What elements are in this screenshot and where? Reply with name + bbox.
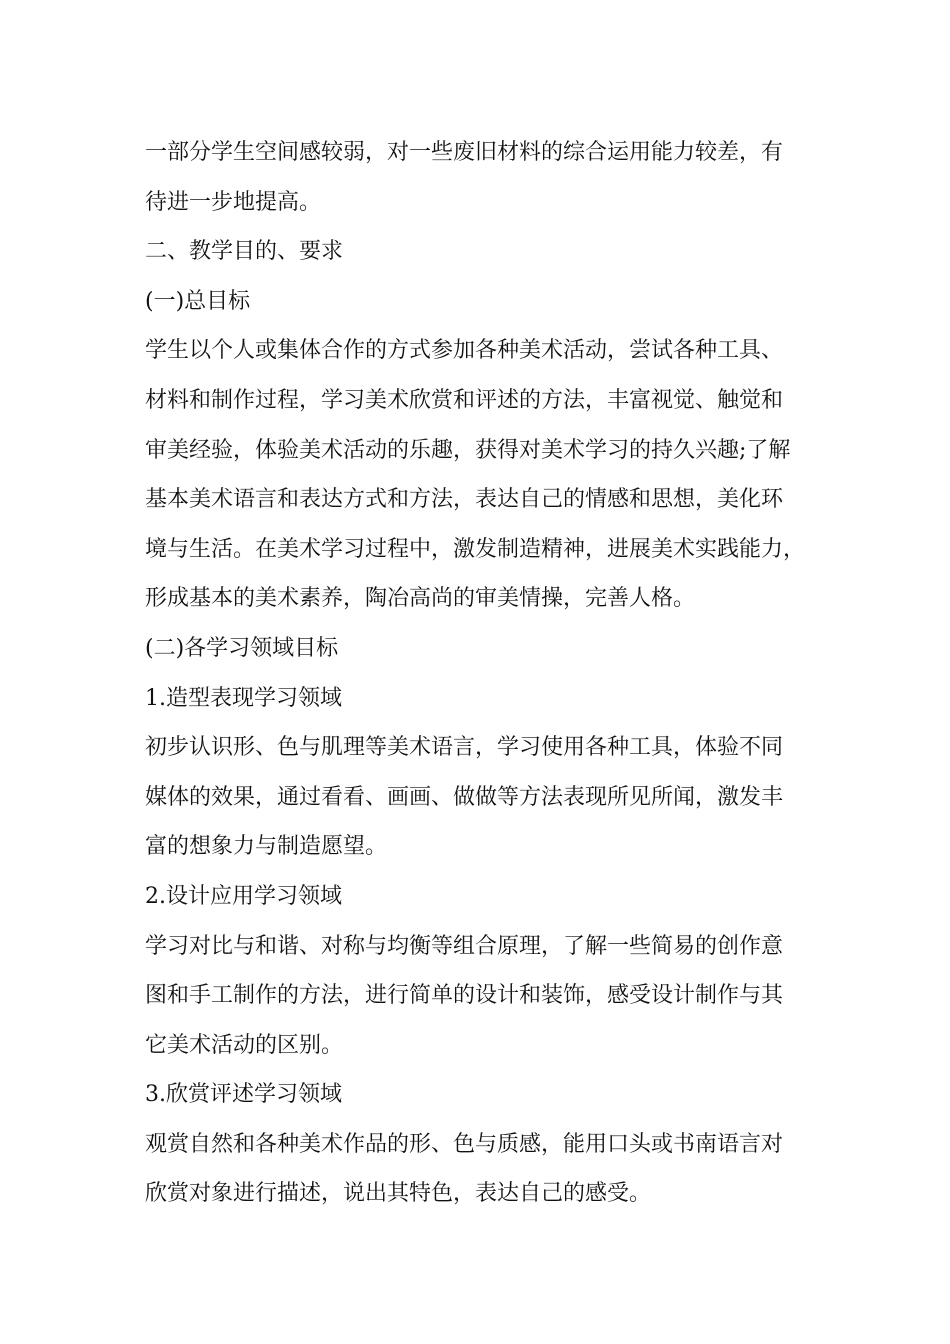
section-heading: 二、教学目的、要求 bbox=[145, 239, 344, 265]
text-line: 富的想象力与制造愿望。 bbox=[145, 834, 388, 860]
text-line: 它美术活动的区别。 bbox=[145, 1032, 344, 1058]
text-line: 欣赏对象进行描述，说出其特色，表达自己的感受。 bbox=[145, 1181, 652, 1207]
text-line: 基本美术语言和表达方式和方法，表达自己的情感和思想，美化环 bbox=[145, 487, 784, 513]
text-line: 初步认识形、色与肌理等美术语言，学习使用各种工具，体验不同 bbox=[145, 735, 784, 761]
text-line: 观赏自然和各种美术作品的形、色与质感，能用口头或书南语言对 bbox=[145, 1131, 784, 1157]
subsection-heading: (二)各学习领域目标 bbox=[145, 635, 339, 661]
text-line: 审美经验，体验美术活动的乐趣，获得对美术学习的持久兴趣;了解 bbox=[145, 437, 791, 463]
text-line: 境与生活。在美术学习过程中，激发制造精神，进展美术实践能力， bbox=[145, 536, 806, 562]
text-line: 形成基本的美术素养，陶冶高尚的审美情操，完善人格。 bbox=[145, 586, 696, 612]
item-heading: 2.设计应用学习领域 bbox=[145, 883, 342, 909]
text-line: 材料和制作过程，学习美术欣赏和评述的方法，丰富视觉、触觉和 bbox=[145, 387, 784, 413]
item-heading: 3.欣赏评述学习领域 bbox=[145, 1082, 342, 1108]
text-line: 一部分学生空间感较弱，对一些废旧材料的综合运用能力较差，有 bbox=[145, 140, 784, 165]
document-body bbox=[145, 128, 825, 1219]
text-line: 学习对比与和谐、对称与均衡等组合原理，了解一些简易的创作意 bbox=[145, 933, 784, 959]
text-line: 学生以个人或集体合作的方式参加各种美术活动，尝试各种工具、 bbox=[145, 338, 784, 364]
text-line: 图和手工制作的方法，进行简单的设计和装饰，感受设计制作与其 bbox=[145, 983, 784, 1009]
item-heading: 1.造型表现学习领域 bbox=[145, 685, 342, 711]
subsection-heading: (一)总目标 bbox=[145, 288, 251, 314]
text-line: 媒体的效果，通过看看、画画、做做等方法表现所见所闻，激发丰 bbox=[145, 784, 784, 810]
text-line: 待进一步地提高。 bbox=[145, 189, 322, 215]
